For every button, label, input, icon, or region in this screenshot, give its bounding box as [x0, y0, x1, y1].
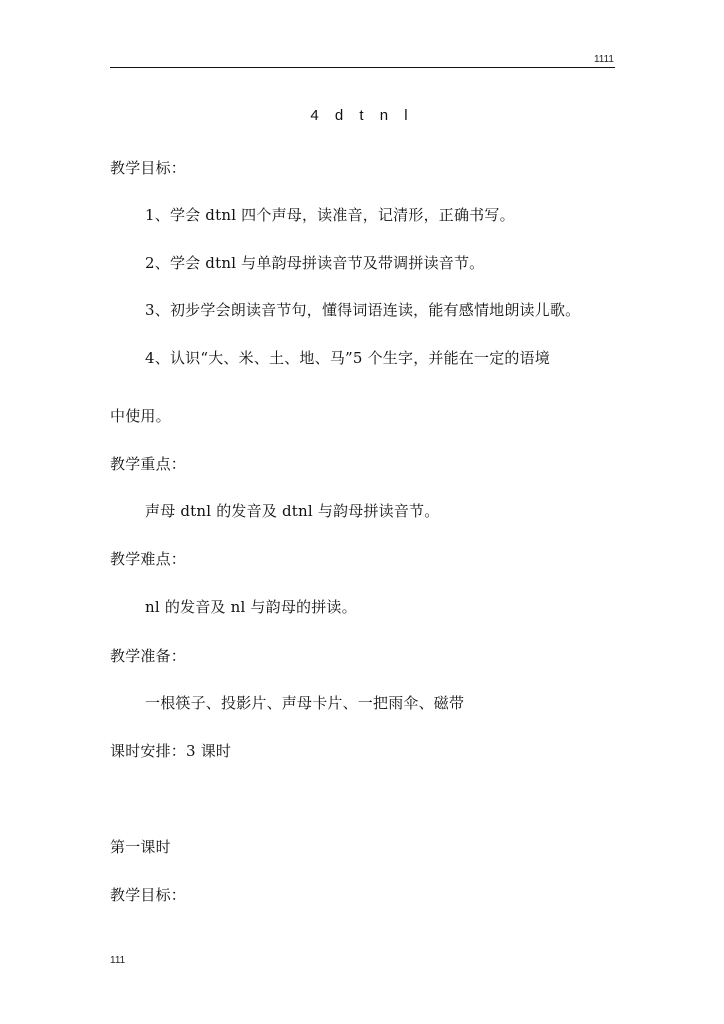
key-point-text: 声母 dtnl 的发音及 dtnl 与韵母拼读音节。 [145, 502, 440, 520]
header-rule [110, 67, 615, 68]
goal-item: 4、认识“大、米、土、地、马”5 个生字，并能在一定的语境 [145, 349, 550, 367]
key-point-heading: 教学重点： [110, 455, 187, 473]
lesson-one-heading: 第一课时 [110, 838, 171, 856]
goal-item: 1、学会 dtnl 四个声母，读准音，记清形，正确书写。 [145, 206, 515, 224]
difficulty-heading: 教学难点： [110, 550, 187, 568]
lesson-title: 4 d t n l [310, 107, 414, 124]
preparation-text: 一根筷子、投影片、声母卡片、一把雨伞、磁带 [145, 694, 465, 712]
schedule-text: 课时安排：3 课时 [110, 742, 232, 760]
header-page-number: 1111 [593, 54, 614, 65]
footer-page-number: 111 [110, 955, 126, 966]
goal-item-continuation: 中使用。 [110, 407, 171, 425]
goal-item: 3、初步学会朗读音节句，懂得词语连读，能有感情地朗读儿歌。 [145, 301, 581, 319]
lesson-one-goals-heading: 教学目标： [110, 886, 187, 904]
goal-item: 2、学会 dtnl 与单韵母拼读音节及带调拼读音节。 [145, 254, 485, 272]
difficulty-text: nl 的发音及 nl 与韵母的拼读。 [145, 598, 357, 616]
goals-heading: 教学目标： [110, 159, 187, 177]
preparation-heading: 教学准备： [110, 647, 187, 665]
